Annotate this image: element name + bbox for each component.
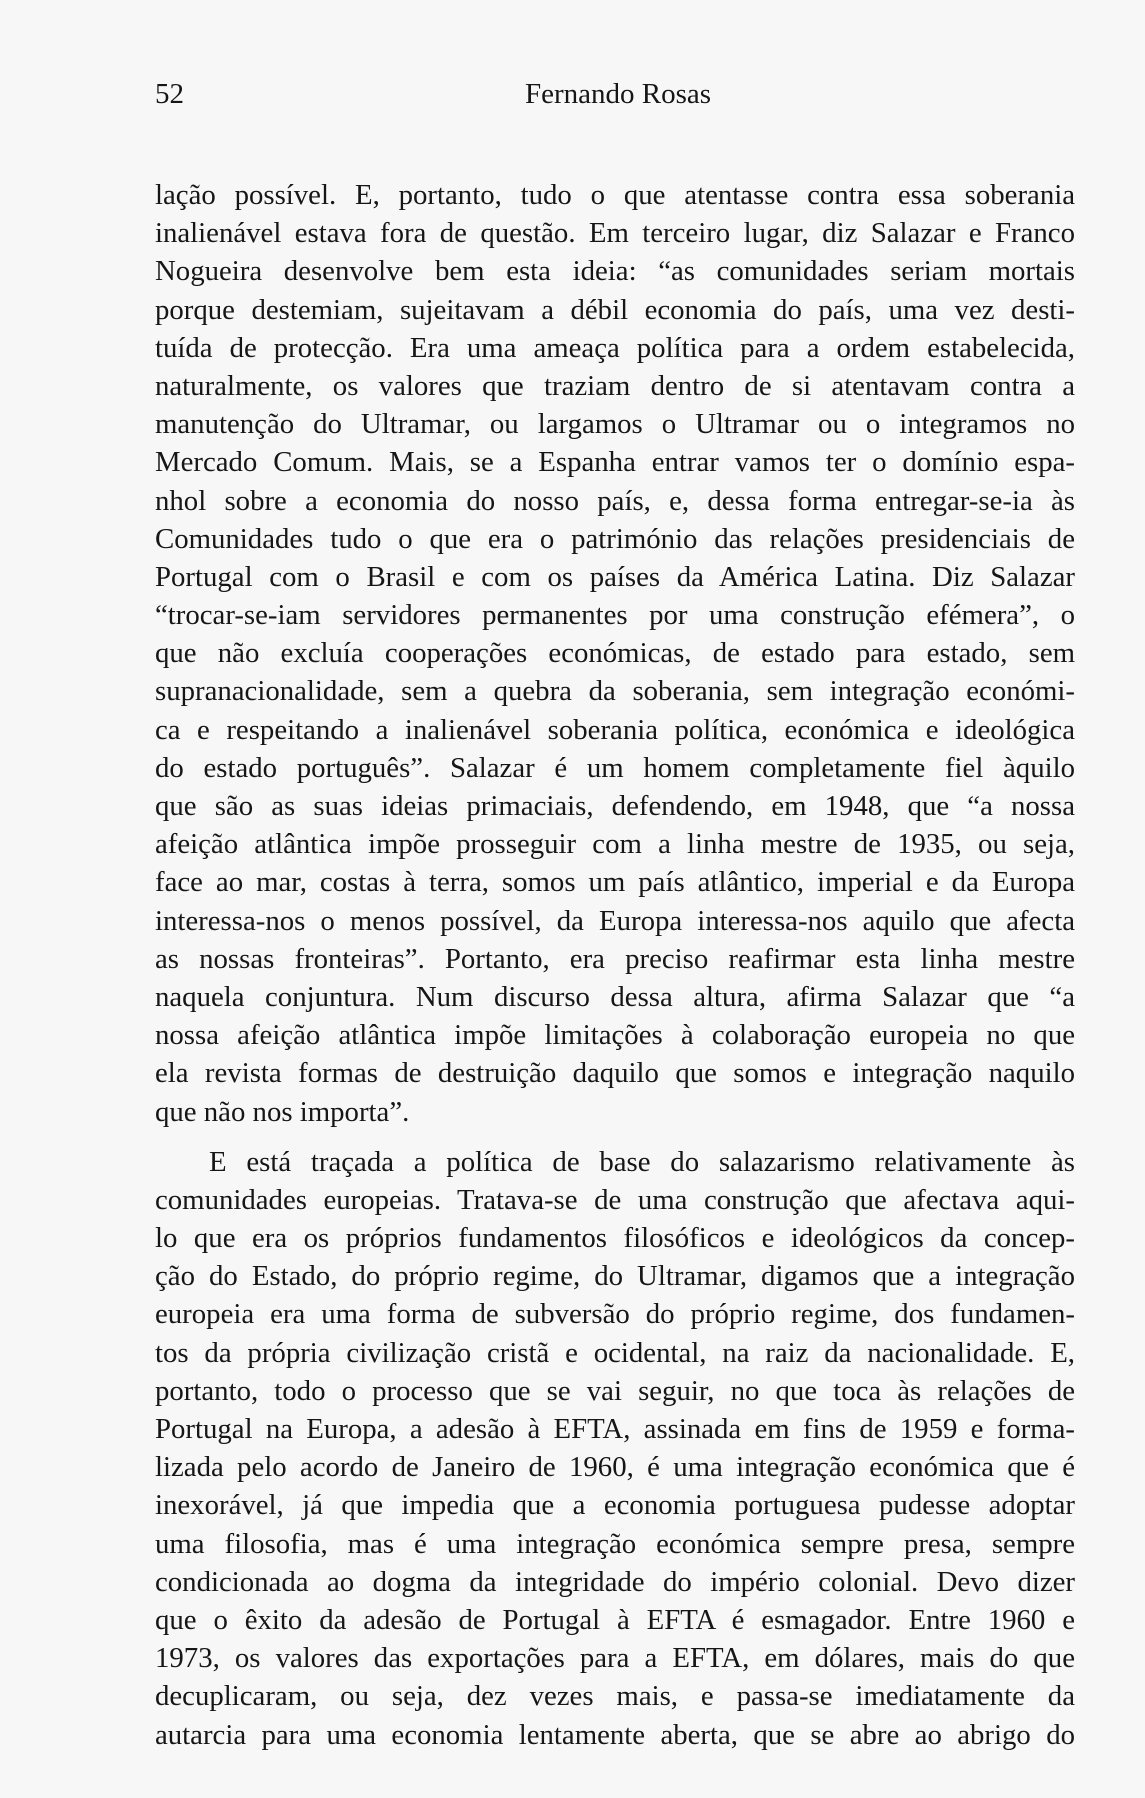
text-line: ela revista formas de destruição daquilo que somos e integração naquilo: [155, 1057, 1075, 1090]
text-line: do estado português”. Salazar é um homem completamente fiel àquilo: [155, 751, 1075, 784]
text-line: lo que era os próprios fundamentos filosóficos e ideológicos da concep-: [155, 1222, 1075, 1255]
text-line: portanto, todo o processo que se vai seguir, no que toca às relações de: [155, 1374, 1075, 1407]
text-line: que não excluía cooperações económicas, de estado para estado, sem: [155, 637, 1075, 670]
text-line: manutenção do Ultramar, ou largamos o Ultramar ou o integramos no: [155, 408, 1075, 441]
text-line: nossa afeição atlântica impõe limitações à colaboração europeia no que: [155, 1019, 1075, 1052]
paragraph-2: [155, 1143, 1075, 1754]
text-line: Comunidades tudo o que era o património das relações presidenciais de: [155, 522, 1075, 555]
text-line: nhol sobre a economia do nosso país, e, dessa forma entregar-se-ia às: [155, 484, 1075, 517]
paragraph-1: [155, 176, 1075, 1131]
text-line: interessa-nos o menos possível, da Europa interessa-nos aquilo que afecta: [155, 904, 1075, 937]
text-line: Mercado Comum. Mais, se a Espanha entrar vamos ter o domínio espa-: [155, 446, 1075, 479]
text-line: as nossas fronteiras”. Portanto, era preciso reafirmar esta linha mestre: [155, 942, 1075, 975]
text-line: inalienável estava fora de questão. Em terceiro lugar, diz Salazar e Franco: [155, 217, 1075, 250]
text-line: face ao mar, costas à terra, somos um país atlântico, imperial e da Europa: [155, 866, 1075, 899]
text-line: Portugal na Europa, a adesão à EFTA, assinada em fins de 1959 e forma-: [155, 1413, 1075, 1445]
page-header: [155, 78, 1070, 118]
text-line: Portugal com o Brasil e com os países da América Latina. Diz Salazar: [155, 560, 1075, 593]
paragraph-spacer: [155, 1131, 1075, 1143]
text-line: inexorável, já que impedia que a economia portuguesa pudesse adoptar: [155, 1489, 1075, 1522]
text-line: 1973, os valores das exportações para a EFTA, em dólares, mais do que: [155, 1642, 1075, 1675]
text-line: lação possível. E, portanto, tudo o que atentasse contra essa soberania: [155, 179, 1075, 211]
running-title: Fernando Rosas: [525, 78, 712, 110]
text-line: uma filosofia, mas é uma integração económica sempre presa, sempre: [155, 1527, 1075, 1560]
text-line: supranacionalidade, sem a quebra da soberania, sem integração económi-: [155, 675, 1075, 708]
text-line: Nogueira desenvolve bem esta ideia: “as comunidades seriam mortais: [155, 255, 1075, 288]
text-line: comunidades europeias. Tratava-se de uma construção que afectava aqui-: [155, 1183, 1075, 1216]
text-line: que o êxito da adesão de Portugal à EFTA é esmagador. Entre 1960 e: [155, 1603, 1075, 1636]
text-line: europeia era uma forma de subversão do próprio regime, dos fundamen-: [155, 1298, 1075, 1331]
text-line: decuplicaram, ou seja, dez vezes mais, e passa-se imediatamente da: [155, 1680, 1075, 1713]
text-line: que não nos importa”.: [155, 1095, 410, 1128]
text-line: E está traçada a política de base do salazarismo relativamente às: [209, 1145, 1075, 1178]
text-line: porque destemiam, sujeitavam a débil economia do país, uma vez desti-: [155, 293, 1075, 326]
text-line: ção do Estado, do próprio regime, do Ultramar, digamos que a integração: [155, 1260, 1075, 1293]
text-line: tos da própria civilização cristã e ocidental, na raiz da nacionalidade. E,: [155, 1336, 1075, 1369]
text-line: tuída de protecção. Era uma ameaça política para a ordem estabelecida,: [155, 331, 1075, 364]
text-line: “trocar-se-iam servidores permanentes por uma construção efémera”, o: [155, 599, 1075, 632]
text-line: lizada pelo acordo de Janeiro de 1960, é uma integração económica que é: [155, 1451, 1075, 1484]
text-line: ca e respeitando a inalienável soberania política, económica e ideológica: [155, 713, 1075, 746]
text-line: que são as suas ideias primaciais, defendendo, em 1948, que “a nossa: [155, 790, 1075, 822]
text-line: condicionada ao dogma da integridade do império colonial. Devo dizer: [155, 1565, 1075, 1598]
text-line: naturalmente, os valores que traziam dentro de si atentavam contra a: [155, 369, 1075, 402]
text-line: naquela conjuntura. Num discurso dessa altura, afirma Salazar que “a: [155, 980, 1075, 1013]
text-line: afeição atlântica impõe prosseguir com a linha mestre de 1935, ou seja,: [155, 828, 1075, 861]
text-line: autarcia para uma economia lentamente aberta, que se abre ao abrigo do: [155, 1718, 1075, 1751]
body-text: [155, 176, 1075, 1754]
page-number: 52: [155, 78, 184, 110]
